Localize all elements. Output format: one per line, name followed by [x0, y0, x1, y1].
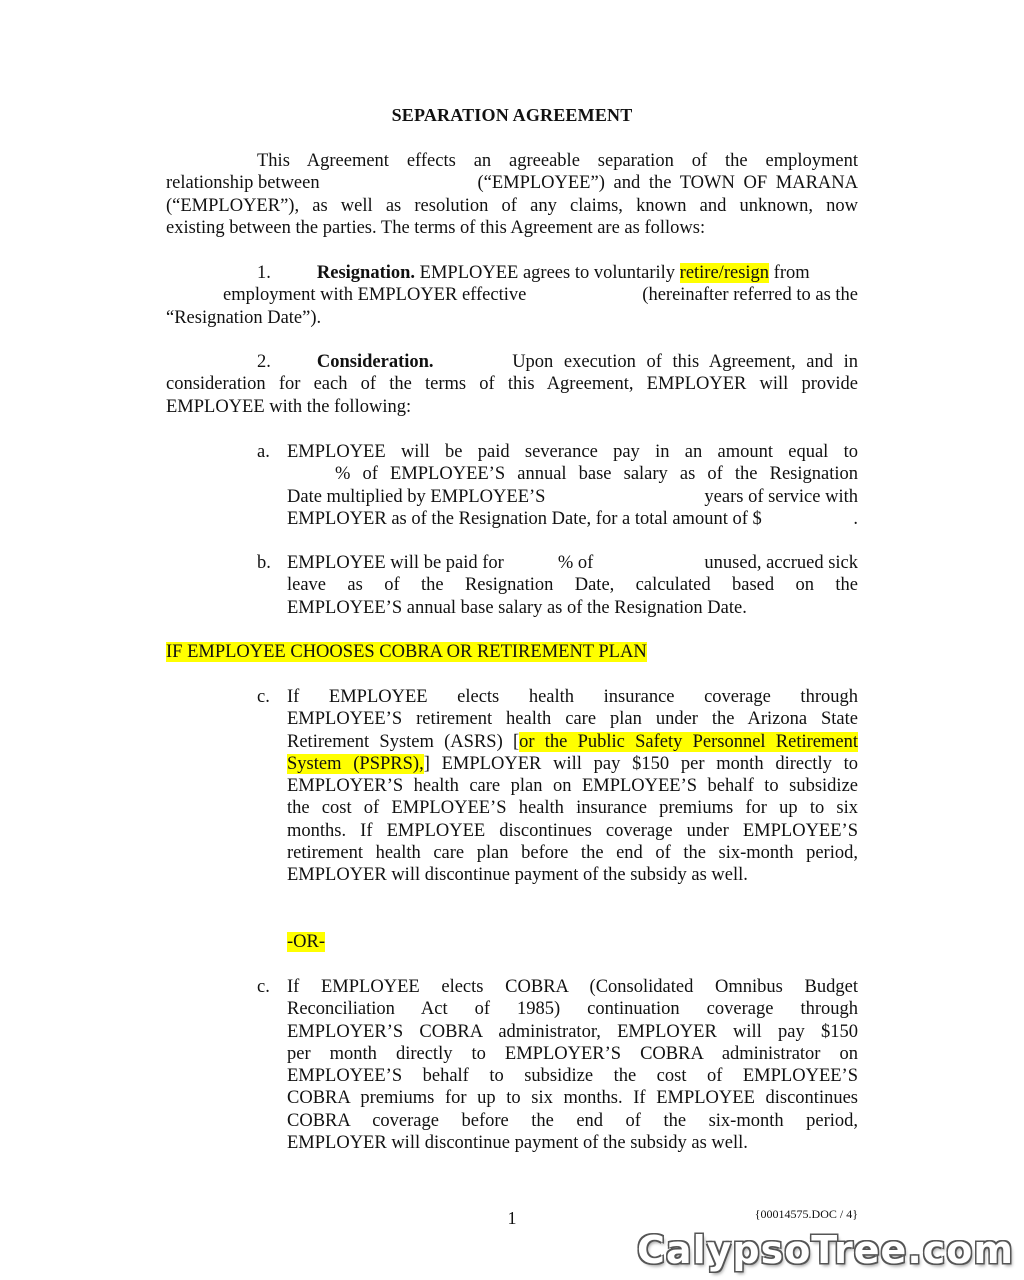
section-line: employment with EMPLOYER effective (hereinafter referred to as the — [223, 285, 858, 306]
intro-line: (“EMPLOYER”), as well as resolution of any claims, known and unknown, now — [166, 195, 858, 216]
highlight-cobra-heading: IF EMPLOYEE CHOOSES COBRA OR RETIREMENT PLAN — [166, 642, 647, 662]
list-line: If EMPLOYEE elects health insurance coverage through — [287, 687, 858, 707]
intro-paragraph — [166, 150, 858, 239]
highlight-pspr: or the Public Safety Personnel Retirement — [519, 731, 858, 752]
list-line: EMPLOYEE’S behalf to subsidize the cost of EMPLOYEE’S — [287, 1066, 858, 1087]
section-line: “Resignation Date”). — [166, 307, 322, 328]
list-line: EMPLOYEE’S retirement health care plan under the Arizona State — [287, 709, 858, 730]
section-number: 1. — [257, 263, 271, 283]
list-line: per month directly to EMPLOYER’S COBRA administrator on — [287, 1043, 858, 1064]
cobra-heading — [166, 641, 858, 663]
list-line: Reconciliation Act of 1985) continuation coverage through — [287, 999, 858, 1020]
highlight-pspr: System (PSPRS), — [287, 753, 424, 774]
list-line: months. If EMPLOYEE discontinues coverage under EMPLOYEE’S — [287, 820, 858, 841]
list-line: COBRA premiums for up to six months. If EMPLOYEE discontinues — [287, 1088, 858, 1109]
highlight-or: -OR- — [287, 932, 326, 952]
section-line: EMPLOYEE with the following: — [166, 396, 412, 417]
document-title: SEPARATION AGREEMENT — [391, 105, 633, 125]
page-number: 1 — [507, 1208, 517, 1228]
list-marker: c. — [257, 977, 270, 997]
list-line: System (PSPRS),] EMPLOYER will pay $150 per month directly to — [287, 753, 859, 774]
section-line: 2. Consideration. Upon execution of this Agreement, and in — [257, 352, 858, 372]
list-item-c-cobra — [257, 976, 858, 1154]
list-line: EMPLOYER as of the Resignation Date, for a total amount of $ . — [287, 508, 858, 529]
list-item-b — [257, 552, 858, 619]
watermark-logo: CalypsoTree.com — [637, 1228, 1014, 1272]
list-line: COBRA coverage before the end of the six-month period, — [287, 1110, 858, 1131]
list-line: EMPLOYER will discontinue payment of the subsidy as well. — [287, 1133, 748, 1154]
list-marker: c. — [257, 687, 270, 707]
intro-line: This Agreement effects an agreeable separation of the employment — [257, 151, 858, 171]
list-line: If EMPLOYEE elects COBRA (Consolidated Omnibus Budget — [287, 977, 858, 997]
section-heading: Resignation. — [316, 263, 416, 283]
section-line: consideration for each of the terms of this Agreement, EMPLOYER will provide — [166, 374, 858, 395]
list-line: EMPLOYEE will be paid for % of unused, accrued sick — [287, 553, 858, 573]
list-item-a — [257, 441, 858, 530]
list-line: leave as of the Resignation Date, calculated based on the — [287, 575, 858, 596]
list-marker: b. — [257, 553, 271, 573]
list-line: EMPLOYER will discontinue payment of the subsidy as well. — [287, 865, 748, 886]
list-line: EMPLOYER’S COBRA administrator, EMPLOYER will pay $150 — [287, 1021, 858, 1042]
section-line: 1. Resignation. EMPLOYEE agrees to voluntarily retire/resign from — [257, 263, 810, 283]
highlight-retire-resign: retire/resign — [679, 263, 770, 283]
list-line: Retirement System (ASRS) [or the Public Safety Personnel Retirement — [287, 731, 858, 752]
list-line: EMPLOYEE will be paid severance pay in an amount equal to — [287, 442, 858, 462]
list-line: % of EMPLOYEE’S annual base salary as of the Resignation — [335, 464, 858, 485]
section-number: 2. — [257, 352, 271, 372]
document-id: {00014575.DOC / 4} — [754, 1207, 858, 1221]
list-line: Date multiplied by EMPLOYEE’S years of service with — [287, 486, 858, 507]
section-consideration — [166, 351, 858, 418]
list-item-c-retirement — [257, 686, 858, 887]
list-line: retirement health care plan before the end of the six-month period, — [287, 843, 858, 864]
list-line: EMPLOYER’S health care plan on EMPLOYEE’S behalf to subsidize — [287, 776, 858, 797]
intro-line: relationship between (“EMPLOYEE”) and the TOWN OF MARANA — [166, 173, 858, 194]
list-line: the cost of EMPLOYEE’S health insurance premiums for up to six — [287, 798, 858, 819]
or-separator — [257, 931, 858, 953]
list-marker: a. — [257, 442, 270, 462]
section-resignation — [166, 262, 858, 329]
list-line: EMPLOYEE’S annual base salary as of the Resignation Date. — [287, 597, 747, 618]
section-heading: Consideration. — [316, 352, 434, 372]
intro-line: existing between the parties. The terms of this Agreement are as follows: — [166, 217, 706, 238]
